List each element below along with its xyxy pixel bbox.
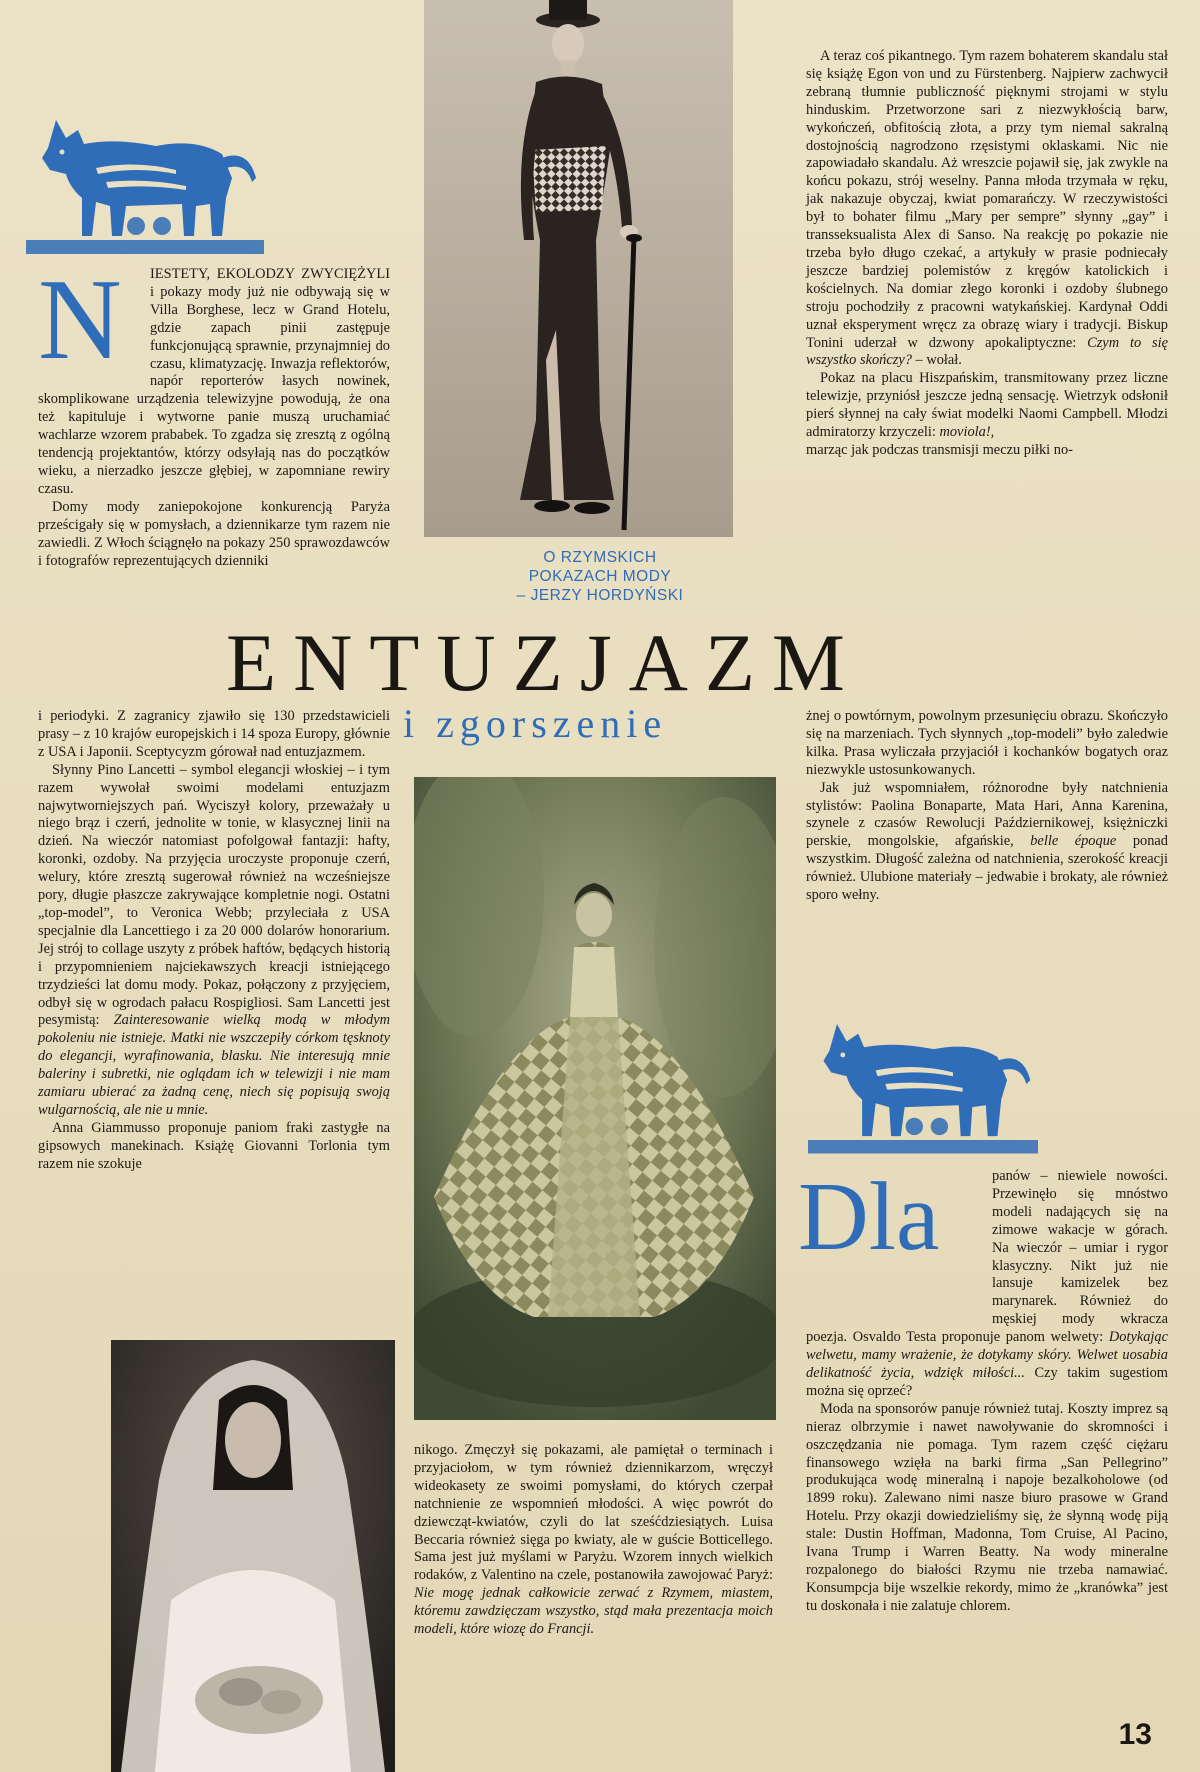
page-number: 13 [1118,1718,1152,1751]
article-column-right-dla [806,1168,1168,1616]
paragraph: Jak już wspomniałem, różnorodne były natchnienia stylistów: Paolina Bonaparte, Mata Hari, Anna Karenina, szynele z czasów Rewolucji Październikowej, księżniczki perskie, mongolskie, afgańskie, belle époque ponad wszystkim. Długość zależna od natchnienia, szerokość kreacji również. Ulubione materiały – jedwabie i brokaty, ale również sporo wełny. [806,779,1168,904]
paragraph: nikogo. Zmęczył się pokazami, ale pamiętał o terminach i przyjaciołom, w tym również dziennikarzom, wręczył wideokasety ze swoimi pomysłami, do których czerpał natchnienie ze wspomnień młodości. A więc powrót do dziewcząt-kwiatów, czyli do lat sześćdziesiątych. Luisa Beccaria również sięga po kwiaty, ale w guście Botticellego. Sama jest już myślami w Paryżu. Wzorem innych wielkich rodaków, z Valentino na czele, postanowiła zawojować Paryż: Nie mogę jednak całkowicie zerwać z Rzymem, miastem, któremu zawdzięczam wszystko, stąd mała prezentacja moich modeli, które wiozę do Francji. [414,1442,773,1638]
capitoline-wolf-icon [26,108,264,254]
paragraph: Słynny Pino Lancetti – symbol elegancji włoskiej – i tym razem wywołał swoimi modelami entuzjazm najwytworniejszych pań. Wyciszył kolory, przeważały u niego brąz i czerń, jednolite w tonie, w klasycznej linii na dzień. Na wieczór natomiast pofolgował fantazji: hafty, koronki, ozdoby. Na przyjęcia uroczyste proponuje czerń, welury, które zresztą sugerował również na wcześniejsze pory, długie płaszcze zakrywające kompletnie nogi. Ostatni „top-model”, to Veronica Webb; przyleciała z USA specjalnie dla Lancettiego i za 20 000 dolarów honorarium. Jej strój to collage uszyty z próbek haftów, będących historią i przypomnieniem najciekawszych kreacji istniejącego trzydzieści lat domu mody. Pokaz, połączony z przyjęciem, odbył się w ogrodach pałacu Rospigliosi. Sam Lancetti jest pesymistą: Zainteresowanie wielką modą w młodym pokoleniu nie istnieje. Matki nie wszczepiły córkom tęsknoty do elegancji, wyrafinowania, blasku. Nie interesują mnie baleriny i subretki, nie oglądam ich w telewizji i nie mam zamiaru ubierać za żadną cenę, niech się popisują swoją wulgarnością, ale nie u mnie. [38,761,390,1118]
photo-bride-veil [111,1340,395,1772]
article-column-left-top [38,266,390,570]
paragraph: i periodyki. Z zagranicy zjawiło się 130 przedstawicieli prasy – z 10 krajów europejskich i 14 spoza Europy, głównie z USA i Japonii. Sceptycyzm górował nad entuzjazmem. [38,708,390,760]
byline-author: – JERZY HORDYŃSKI [516,587,684,604]
dropcap-n: N [38,256,122,384]
article-column-right-mid [806,708,1168,905]
paragraph: żnej o powtórnym, powolnym przesunięciu obrazu. Skończyło się na marzeniach. Tych słynnych „top-modeli” było zaledwie kilka. Prasa wyliczała przyjaciół i kochanków bogatych oraz niezwykle ustosunkowanych. [806,708,1168,778]
capitoline-wolf-icon [808,1012,1038,1154]
headline: ENTUZJAZM [226,617,862,708]
paragraph: Anna Giammusso proponuje paniom fraki zastygłe na gipsowych manekinach. Książę Giovanni Torlonia tym razem nie szokuje [38,1119,390,1172]
photo-model-with-cane [424,0,733,537]
paragraph: Pokaz na placu Hiszpańskim, transmitowany przez liczne telewizje, przyniósł jeszcze jedną sensację. Wietrzyk odsłonił pierś słynnej na cały świat modelki Naomi Campbell. Młodzi admiratorzy krzyczeli: moviola!, marząc jak podczas transmisji meczu piłki no- [806,370,1168,458]
intro-paragraph: IESTETY, EKOLODZY ZWYCIĘŻYLI i pokazy mody już nie odbywają się w Villa Borghese, lecz w Grand Hotelu, gdzie zapach pinii zastępuje funkcjonującą sprawnie, przynajmniej do czasu, klimatyzację. Inwazja reflektorów, napór reporterów łasych nowinek, skomplikowane urządzenia telewizyjne powodują, że ona też kapituluje i wytworne panie muszą uruchamiać wachlarze wzorem prababek. To zgadza się zresztą z ogólną tendencją projektantów, którzy odsyłają nas do początków wieku, a nierzadko jeszcze głębiej, w zapomniane rewiry czasu. [38,266,390,497]
byline [420,548,780,605]
dropcap-dla: Dla [798,1163,940,1271]
subheadline: i zgorszenie [403,701,668,746]
paragraph: Domy mody zaniepokojone konkurencją Paryża prześcigały się w pomysłach, a dziennikarze tym razem nie zawiedli. Z Włoch ściągnęło na pokazy 250 sprawozdawców i fotografów reprezentujących dzienniki [38,498,390,569]
article-column-left-mid [38,708,390,1174]
paragraph: panów – niewiele nowości. Przewinęło się mnóstwo modeli nadających się na zimowe wakacje w górach. Na wieczór – umiar i rygor klasyczny. Nikt już nie lansuje kamizelek bez marynarek. Również do męskiej mody wkracza poezja. Osvaldo Testa proponuje panom welwety: Dotykając welwetu, mamy wrażenie, że dotykamy skóry. Welwet uosabia delikatność życia, wdzięk miłości... Czy takim sugestiom można się oprzeć? [806,1168,1169,1399]
paragraph: Moda na sponsorów panuje również tutaj. Koszty imprez są nieraz olbrzymie i nawet nawoływanie do skromności i oszczędzania nie pomaga. Tym razem część ciężaru finansowego wzięła na barki firma „San Pellegrino” produkująca wodę mineralną i napoje bezalkoholowe (od 1899 roku). Zalewano nimi nasze biuro prasowe w Grand Hotelu. Przy okazji dowiedzieliśmy się, że słynną wodę piją stale: Dustin Hoffman, Madonna, Tom Cruise, Al Pacino, Ivana Trump i Warren Beatty. Na wody mineralne rozpalonego do białości Rzymu nie trzeba namawiać. Konsumpcja bije wszelkie rekordy, mimo że „kranówka” jest tu doskonała i nie zalatuje chlorem. [806,1400,1168,1614]
photo-green-gown [414,777,776,1420]
byline-line: POKAZACH MODY [528,568,672,585]
article-column-right-top [806,48,1168,460]
paragraph: A teraz coś pikantnego. Tym razem bohaterem skandalu stał się książę Egon von und zu Fürstenberg. Najpierw zachwycił zebraną tłumnie publiczność pięknymi strojami w stylu hinduskim. Przetworzone sari z niezwykłością barw, wykończeń, obfitością złota, a przy tym niemal sakralną dostojnością nagrodzono rzęsistymi oklaskami. Nic nie zapowiadało skandalu. Aż wreszcie pojawił się, jak zwykle na końcu pokazu, strój weselny. Panna młoda trzymała w ręku, jak nakazuje obyczaj, kwiat pomarańczy. W rzeczywistości był to bohater filmu „Mary per sempre” słynny „gay” i transseksualista Alex di Sanso. Na reakcję po pokazie nie trzeba było długo czekać, a artykuły w prasie podniecały jeszcze bardziej polemistów z kręgów katolickich i kościelnych. Na domiar złego koronki i ozdoby ślubnego stroju pochodziły z pracowni watykańskiej. Kardynał Oddi uznał eksperyment wręcz za obrazę wiary i tradycji. Biskup Tonini uderzał w dzwony apokaliptyczne: Czym to się wszystko skończy? – wołał. [806,48,1168,369]
article-column-center-bottom [414,1442,773,1639]
byline-line: O RZYMSKICH [543,549,657,566]
